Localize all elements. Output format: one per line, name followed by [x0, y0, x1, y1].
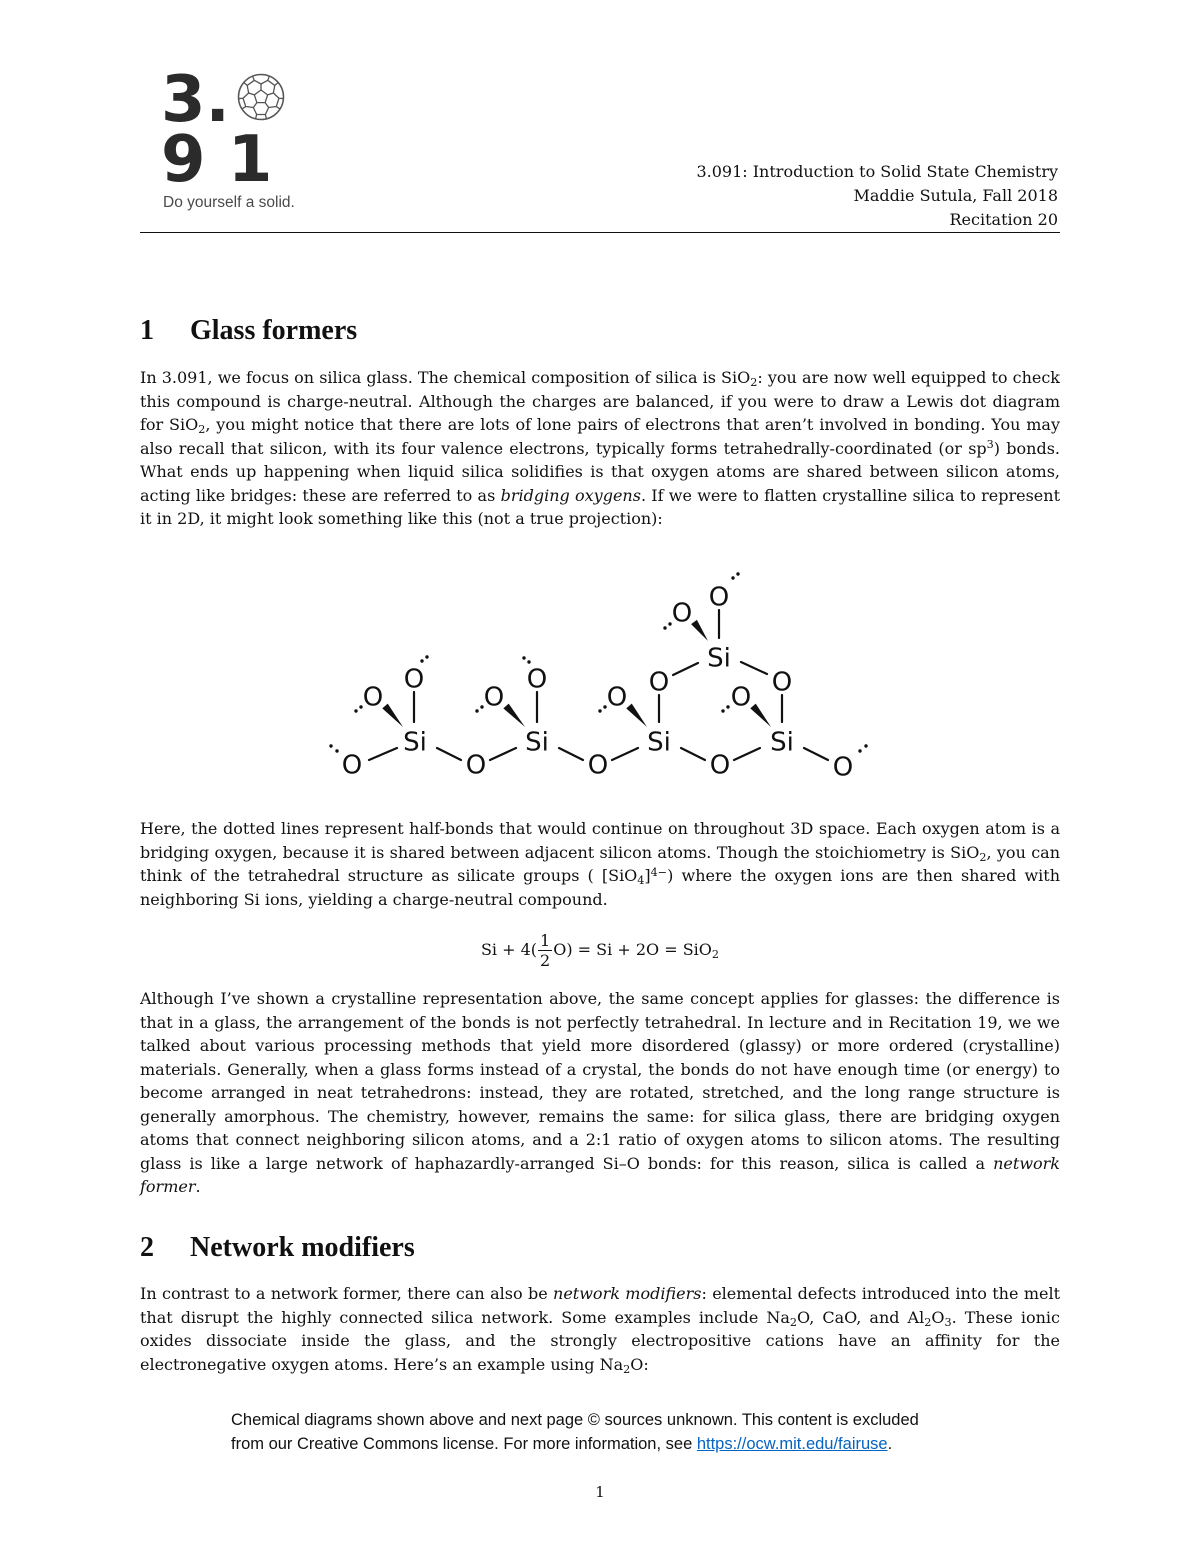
- subscript: 2: [711, 948, 720, 962]
- oxygen-atom-label: O: [587, 750, 609, 781]
- oxygen-atom-label: O: [465, 750, 487, 781]
- emphasis-term: bridging oxygens: [500, 485, 641, 505]
- wedge-bond: [382, 704, 403, 727]
- lone-pair-dot: [425, 655, 428, 658]
- buckyball-icon: [237, 73, 285, 121]
- text-run: In 3.091, we focus on silica glass. The chemical composition of silica is SiO: [140, 368, 751, 387]
- si-o-bond: [673, 663, 698, 675]
- section-1-heading: [140, 315, 357, 347]
- silicon-atom-label: Si: [525, 727, 549, 758]
- lone-pair-dot: [726, 705, 729, 708]
- text-run: , you might notice that there are lots of lone pairs of electrons that aren’t involved in bonding. You may also recall that silicon, with its four valence electrons, typically forms tetrahedrally-coordinated (or sp: [140, 415, 1061, 458]
- oxygen-atom-label: O: [362, 682, 384, 713]
- si-o-bond: [490, 748, 516, 760]
- logo-digits-bottom: 9 1: [161, 123, 273, 197]
- subscript: 2: [198, 423, 206, 437]
- oxygen-atom-label: O: [771, 667, 793, 698]
- emphasis-term: network former: [140, 1153, 1060, 1196]
- oxygen-atom-label: O: [341, 750, 363, 781]
- copyright-note-line-1: Chemical diagrams shown above and next page © sources unknown. This content is excluded: [231, 1411, 919, 1429]
- oxygen-atom-label: O: [671, 598, 693, 629]
- emphasis-term: network modifiers: [553, 1284, 702, 1303]
- copyright-note-line-2: [231, 1432, 919, 1456]
- si-o-bond: [559, 748, 583, 760]
- oxygen-atom-label: O: [648, 667, 670, 698]
- section-number: 1: [140, 315, 154, 346]
- lone-pair-dot: [475, 709, 478, 712]
- lone-pair-dot: [736, 572, 739, 575]
- stoichiometry-equation: [140, 926, 1060, 974]
- lone-pair-dot: [663, 626, 666, 629]
- subscript: 2: [979, 850, 987, 864]
- silicon-atom-label: Si: [707, 643, 731, 674]
- text-run: : you are now well equipped to check this compound is charge-neutral. Although the charges are balanced, if you were to draw a Lewis dot diagram for SiO: [140, 368, 1060, 434]
- fraction-one-half: [538, 932, 552, 969]
- text-run: . If we were to flatten crystalline silica to represent it in 2D, it might look something like this (not a true projection):: [140, 485, 1061, 528]
- oxygen-atom-label: O: [708, 582, 730, 613]
- oxygen-atom-label: O: [606, 682, 628, 713]
- logo-tagline: Do yourself a solid.: [163, 194, 295, 211]
- glass-formers-paragraph-2: [140, 817, 1060, 911]
- section-title: Network modifiers: [190, 1232, 415, 1263]
- subscript: 2: [623, 1362, 631, 1376]
- silicon-atom-label: Si: [770, 727, 794, 758]
- text-run: ) bonds. What ends up happening when liquid silica solidifies is that oxygen atoms are shared between silicon atoms, acting like bridges: these are referred to as: [140, 438, 1061, 505]
- text-run: from our Creative Commons license. For more information, see: [231, 1435, 697, 1453]
- text-run: O:: [630, 1354, 649, 1374]
- lone-pair-dot: [527, 660, 530, 663]
- subscript: 2: [924, 1315, 932, 1329]
- text-run: O, CaO, and Al: [797, 1307, 925, 1327]
- course-title: 3.091: Introduction to Solid State Chemistry: [696, 162, 1058, 181]
- si-o-bond: [741, 662, 767, 674]
- wedge-bond: [691, 620, 708, 641]
- silicon-atom-label: Si: [647, 727, 671, 758]
- lone-pair-dot: [731, 576, 734, 579]
- lone-pair-dot: [335, 749, 338, 752]
- fraction-numerator: 1: [540, 931, 551, 950]
- text-run: .: [887, 1435, 893, 1453]
- recitation-label: Recitation 20: [949, 210, 1058, 229]
- text-run: : elemental defects introduced into the melt that disrupt the highly connected silica network. Some examples include Na: [140, 1284, 1061, 1327]
- subscript: 3: [944, 1315, 952, 1329]
- page-number: 1: [595, 1483, 605, 1501]
- lone-pair-dot: [858, 749, 861, 752]
- course-header: [696, 160, 1058, 232]
- oxygen-atom-label: O: [403, 664, 425, 695]
- glass-formers-paragraph-1: [140, 366, 1060, 531]
- subscript: 2: [750, 376, 758, 390]
- text-run: In contrast to a network former, there can also be: [140, 1284, 554, 1303]
- silicon-atom-label: Si: [403, 727, 427, 758]
- si-o-bond: [804, 748, 828, 760]
- subscript: 2: [789, 1315, 798, 1329]
- si-o-bond: [437, 748, 461, 760]
- copyright-note: [231, 1408, 919, 1456]
- logo-digits-top: 3.: [161, 63, 230, 137]
- text-run: Here, the dotted lines represent half-bonds that would continue on throughout 3D space. Each oxygen atom is a bridging oxygen, because it is shared between adjacent silicon atoms. Though the stoichiometry is SiO: [140, 819, 1060, 862]
- fraction-denominator: 2: [540, 951, 551, 970]
- section-title: Glass formers: [190, 315, 358, 346]
- lone-pair-dot: [329, 744, 332, 747]
- oxygen-atom-label: O: [483, 682, 505, 713]
- equation-left: Si + 4(: [480, 940, 538, 959]
- text-run: ) where the oxygen ions are then shared with neighboring Si ions, yielding a charge-neutral compound.: [140, 866, 1060, 909]
- text-run: Although I’ve shown a crystalline representation above, the same concept applies for glasses: the difference is that in a glass, the arrangement of the bonds is not perfectly tetrahedral. In lecture and in Recitation 19, we we talked about various processing methods that yield more disordered (glassy) or more ordered (crystalline) materials. Generally, when a glass forms instead of a crystal, the bonds do not have enough time (or energy) to become arranged in neat tetrahedrons: instead, they are rotated, stretched, and the long range structure is generally amorphous. The chemistry, however, remains the same: for silica glass, there are bridging oxygen atoms that connect neighboring silicon atoms, and a 2:1 ratio of oxygen atoms to silicon atoms. The resulting glass is like a large network of haphazardly-arranged Si–O bonds: for this reason, silica is called a: [140, 989, 1060, 1173]
- oxygen-atom-label: O: [730, 682, 752, 713]
- si-o-bond: [612, 748, 638, 760]
- network-modifiers-paragraph-1: [140, 1282, 1060, 1376]
- si-o-bond: [681, 748, 705, 760]
- oxygen-atom-label: O: [832, 752, 854, 783]
- header-divider: [140, 232, 1060, 233]
- oxygen-atom-label: O: [526, 664, 548, 695]
- superscript: 4−: [650, 865, 668, 879]
- lone-pair-dot: [864, 744, 867, 747]
- text-run: O: [931, 1307, 945, 1327]
- wedge-bond: [626, 704, 647, 727]
- text-run: ]: [644, 866, 651, 885]
- text-run: . These ionic oxides dissociate inside the glass, and the strongly electropositive cations have an affinity for the electronegative oxygen atoms. Here’s an example using Na: [140, 1307, 1061, 1374]
- subscript: 4: [637, 874, 645, 888]
- lone-pair-dot: [598, 709, 601, 712]
- author-term: Maddie Sutula, Fall 2018: [853, 186, 1058, 205]
- section-2-heading: [140, 1232, 415, 1264]
- wedge-bond: [750, 704, 771, 727]
- lone-pair-dot: [420, 659, 423, 662]
- si-o-bond: [369, 748, 397, 760]
- superscript: 3: [986, 438, 994, 452]
- glass-formers-paragraph-3: [140, 987, 1060, 1199]
- text-run: , you can think of the tetrahedral structure as silicate groups ( [SiO: [140, 842, 1060, 885]
- lone-pair-dot: [721, 709, 724, 712]
- text-run: .: [195, 1177, 201, 1196]
- oxygen-atom-label: O: [709, 750, 731, 781]
- wedge-bond: [503, 704, 525, 727]
- equation-right: O) = Si + 2O = SiO: [553, 940, 712, 959]
- section-number: 2: [140, 1232, 154, 1263]
- fairuse-link[interactable]: https://ocw.mit.edu/fairuse: [696, 1435, 888, 1453]
- si-o-bond: [734, 748, 760, 760]
- lone-pair-dot: [522, 656, 525, 659]
- silica-network-diagram: [320, 565, 880, 795]
- lone-pair-dot: [354, 709, 357, 712]
